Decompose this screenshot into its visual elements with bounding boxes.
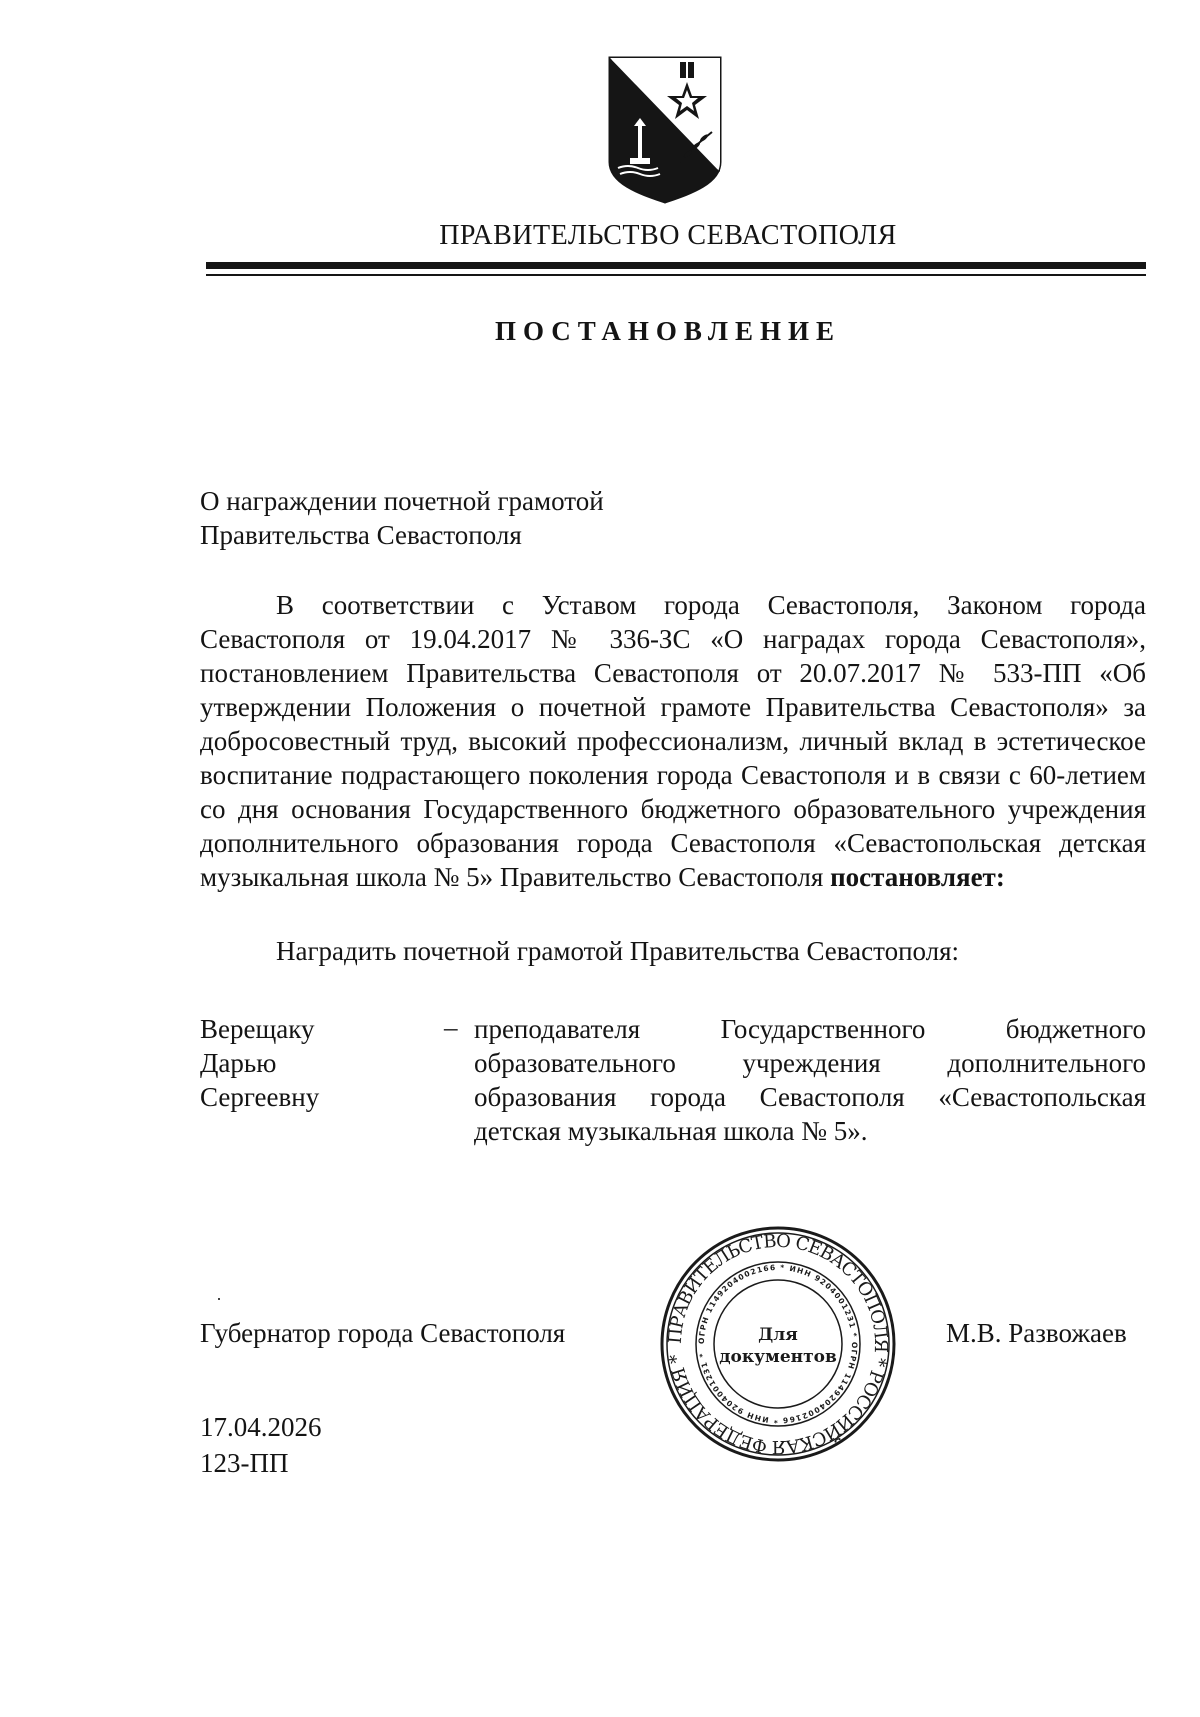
- header-rule-thick: [206, 262, 1146, 269]
- sevastopol-coat-of-arms-icon: [604, 54, 726, 204]
- stamp-outer-text: ПРАВИТЕЛЬСТВО СЕВАСТОПОЛЯ * РОССИЙСКАЯ ФЕДЕРАЦИЯ *: [664, 1230, 892, 1458]
- awardee-dash: –: [444, 1012, 458, 1042]
- subject-line-2: Правительства Севастополя: [200, 520, 522, 550]
- awardee-name-line-1: Верещаку: [200, 1014, 315, 1044]
- stamp-inner-text: ОГРН 1149204002166 * ИНН 9204001231 * ОГРН 1149204002166 * ИНН 9204001231 *: [696, 1262, 860, 1426]
- official-stamp: [658, 1224, 898, 1464]
- awardee-name-line-3: Сергеевну: [200, 1082, 320, 1112]
- resolve-line: Наградить почетной грамотой Правительства Севастополя:: [276, 936, 960, 966]
- signatory-name: М.В. Развожаев: [946, 1318, 1127, 1348]
- organization-name: ПРАВИТЕЛЬСТВО СЕВАСТОПОЛЯ: [439, 220, 897, 251]
- stamp-center-line-1: Для: [758, 1325, 798, 1345]
- subject-line-1: О награждении почетной грамотой: [200, 486, 604, 516]
- body-text: В соответствии с Уставом города Севастополя, Законом города Севастополя от 19.04.2017 № 336-ЗС «О наградах города Севастополя», постановлением Правительства Севастополя от 20.07.2017 № 533-ПП «Об утверждении Положения о почетной грамоте Правительства Севастополя» за добросовестный труд, высокий профессионализм, личный вклад в эстетическое воспитание подрастающего поколения города Севастополя и в связи с 60-летием со дня основания Государственного бюджетного образовательного учреждения дополнительного образования города Севастополя «Севастопольская детская музыкальная школа № 5» Правительство Севастополя: [200, 590, 1146, 892]
- document-type-title: ПОСТАНОВЛЕНИЕ: [494, 316, 842, 346]
- document-number: 123-ПП: [200, 1448, 289, 1478]
- body-paragraph: [200, 588, 1146, 894]
- document-date: 17.04.2026: [200, 1412, 322, 1442]
- signatory-title: Губернатор города Севастополя: [200, 1318, 566, 1348]
- decision-word: постановляет:: [830, 862, 1005, 892]
- awardee-position: преподавателя Государственного бюджетного образовательного учреждения дополнительного образования города Севастополя «Севастопольская детская музыкальная школа № 5».: [474, 1014, 1146, 1146]
- awardee-name: [200, 1012, 430, 1114]
- header-rule-thin: [206, 274, 1146, 276]
- stamp-center-line-2: документов: [719, 1347, 837, 1367]
- awardee-name-line-2: Дарью: [200, 1048, 277, 1078]
- scan-speck: [218, 1298, 220, 1300]
